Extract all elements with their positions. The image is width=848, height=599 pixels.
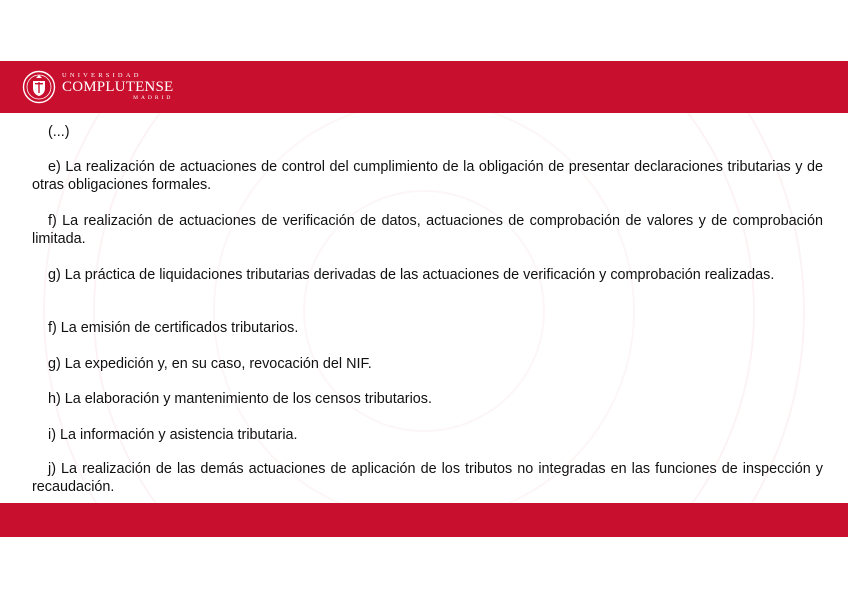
university-seal-icon bbox=[22, 70, 56, 104]
top-margin bbox=[0, 0, 848, 61]
paragraph-item-g: g) La práctica de liquidaciones tributarias derivadas de las actuaciones de verificación y comprobación realizadas. bbox=[48, 267, 775, 283]
logo-madrid: MADRID bbox=[133, 95, 174, 101]
paragraph-item-j: j) La realización de las demás actuaciones de aplicación de los tributos no integradas en las funciones de inspección y recaudación. bbox=[32, 461, 823, 495]
logo-wordmark bbox=[62, 73, 173, 102]
paragraph-item-h: h) La elaboración y mantenimiento de los censos tributarios. bbox=[48, 391, 432, 407]
paragraph-item-g-nif: g) La expedición y, en su caso, revocación del NIF. bbox=[48, 356, 372, 372]
university-logo bbox=[22, 70, 173, 104]
paragraph-item-f: f) La realización de actuaciones de verificación de datos, actuaciones de comprobación de valores y de comprobación limitada. bbox=[32, 213, 823, 247]
header-bar bbox=[0, 61, 848, 113]
footer-bar bbox=[0, 503, 848, 537]
bottom-margin bbox=[0, 537, 848, 599]
logo-complutense: COMPLUTENSE bbox=[62, 79, 174, 95]
paragraph-ellipsis: (...) bbox=[48, 124, 70, 140]
logo-universidad: UNIVERSIDAD bbox=[62, 71, 142, 79]
paragraph-item-i: i) La información y asistencia tributaria. bbox=[48, 427, 298, 443]
slide-content bbox=[32, 113, 823, 503]
paragraph-item-e: e) La realización de actuaciones de control del cumplimiento de la obligación de presentar declaraciones tributarias y de otras obligaciones formales. bbox=[32, 159, 823, 193]
paragraph-item-f-certificados: f) La emisión de certificados tributarios. bbox=[48, 320, 299, 336]
